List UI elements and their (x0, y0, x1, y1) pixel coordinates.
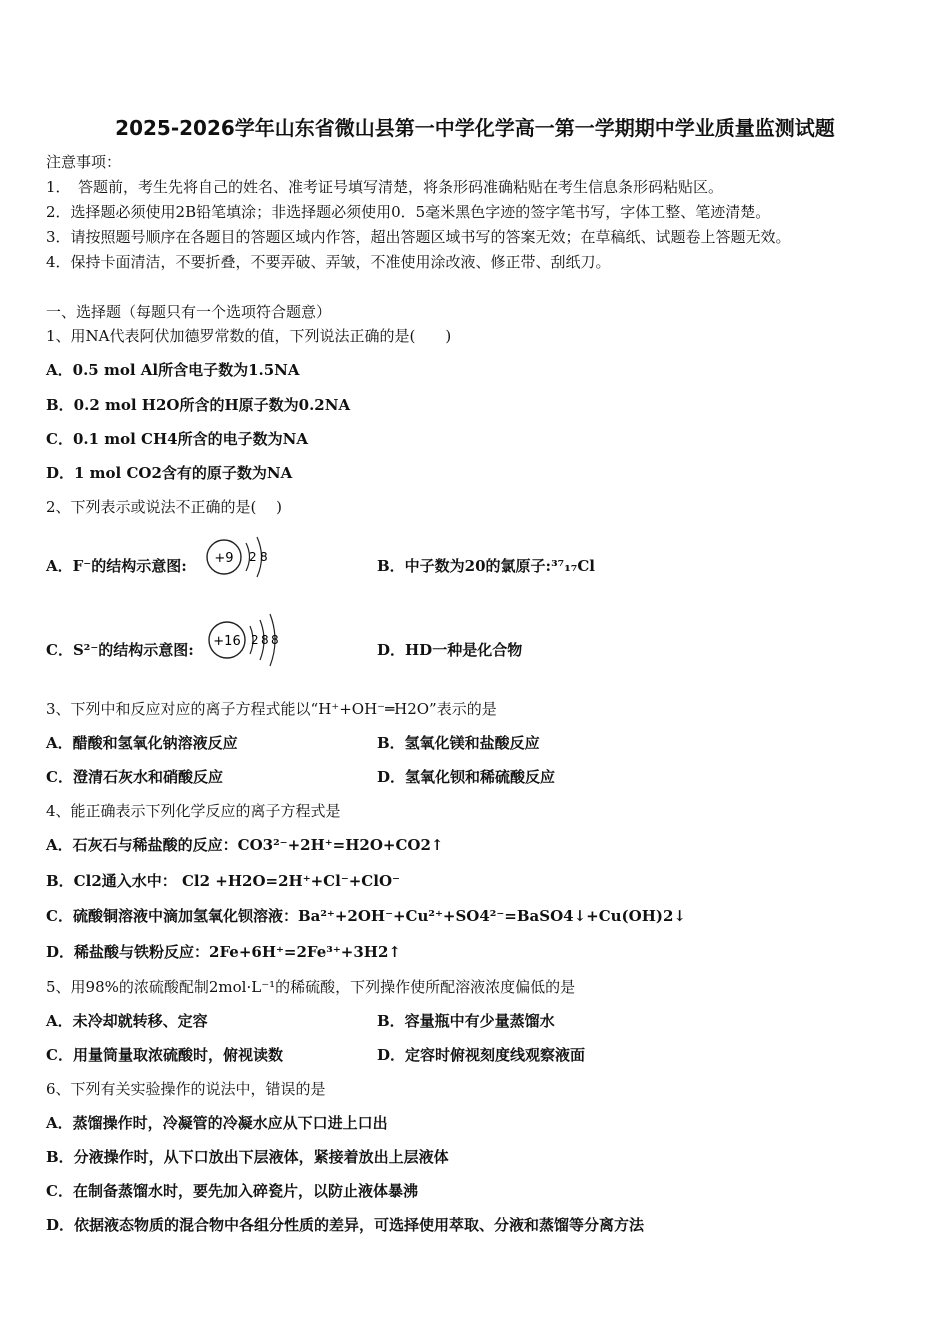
s-shell-2: 8 (261, 633, 269, 647)
q6-option-a: A．蒸馏操作时，冷凝管的冷凝水应从下口进上口出 (46, 1114, 388, 1132)
q4-option-b: B．Cl2通入水中： Cl2 +H2O=2H⁺+Cl⁻+ClO⁻ (46, 872, 400, 890)
notice-item-4: 4．保持卡面清洁，不要折叠，不要弄破、弄皱，不准使用涂改液、修正带、刮纸刀。 (46, 253, 611, 271)
page-title: 2025-2026学年山东省微山县第一中学化学高一第一学期期中学业质量监测试题 (115, 116, 835, 140)
q1-option-d: D．1 mol CO2含有的原子数为NA (46, 464, 293, 482)
q2-option-b: B．中子数为20的氯原子:³⁷₁₇Cl (377, 557, 596, 575)
q5-stem: 5、用98%的浓硫酸配制2mol·L⁻¹的稀硫酸，下列操作使所配溶液浓度偏低的是 (46, 978, 576, 996)
notice-item-1: 1． 答题前，考生先将自己的姓名、准考证号填写清楚，将条形码准确粘贴在考生信息条形码粘贴区。 (46, 178, 724, 196)
s-shell-1: 2 (251, 633, 259, 647)
q5-option-d: D．定容时俯视刻度线观察液面 (377, 1046, 586, 1064)
q1-option-b: B．0.2 mol H2O所含的H原子数为0.2NA (46, 396, 351, 414)
notice-item-3: 3．请按照题号顺序在各题目的答题区域内作答，超出答题区域书写的答案无效；在草稿纸、试题卷上答题无效。 (46, 228, 791, 246)
q2-option-a: A．F⁻的结构示意图: (46, 557, 187, 575)
f-nucleus-label: +9 (214, 551, 234, 566)
q6-stem: 6、下列有关实验操作的说法中，错误的是 (46, 1080, 326, 1098)
q2-stem: 2、下列表示或说法不正确的是( ) (46, 498, 283, 516)
s-shell-3: 8 (271, 633, 279, 647)
fluoride-ion-diagram (203, 533, 275, 583)
q2-option-d: D．HD一种是化合物 (377, 641, 523, 659)
q4-stem: 4、能正确表示下列化学反应的离子方程式是 (46, 802, 341, 820)
q3-stem: 3、下列中和反应对应的离子方程式能以“H⁺+OH⁻═H2O”表示的是 (46, 700, 497, 718)
section-heading: 一、选择题（每题只有一个选项符合题意） (46, 303, 332, 321)
q3-option-a: A．醋酸和氢氧化钠溶液反应 (46, 734, 238, 752)
q4-option-d: D．稀盐酸与铁粉反应：2Fe+6H⁺=2Fe³⁺+3H2↑ (46, 943, 401, 961)
notice-item-2: 2．选择题必须使用2B铅笔填涂；非选择题必须使用0．5毫米黑色字迹的签字笔书写，字体工整、笔迹清楚。 (46, 203, 771, 221)
q6-option-c: C．在制备蒸馏水时，要先加入碎瓷片，以防止液体暴沸 (46, 1182, 418, 1200)
q3-option-c: C．澄清石灰水和硝酸反应 (46, 768, 223, 786)
q5-option-a: A．未冷却就转移、定容 (46, 1012, 208, 1030)
q1-option-a: A．0.5 mol Al所含电子数为1.5NA (46, 361, 300, 379)
s-nucleus-label: +16 (213, 634, 241, 649)
q2-option-c: C．S²⁻的结构示意图: (46, 641, 194, 659)
sulfide-ion-diagram (205, 612, 285, 668)
notice-heading: 注意事项： (46, 153, 122, 171)
f-shell-1: 2 (249, 550, 257, 564)
q4-option-c: C．硫酸铜溶液中滴加氢氧化钡溶液：Ba²⁺+2OH⁻+Cu²⁺+SO4²⁻=BaSO4↓+Cu(OH)2↓ (46, 907, 686, 925)
q6-option-d: D．依据液态物质的混合物中各组分性质的差异，可选择使用萃取、分液和蒸馏等分离方法 (46, 1216, 645, 1234)
q4-option-a: A．石灰石与稀盐酸的反应：CO3²⁻+2H⁺=H2O+CO2↑ (46, 836, 444, 854)
q6-option-b: B．分液操作时，从下口放出下层液体，紧接着放出上层液体 (46, 1148, 449, 1166)
q3-option-d: D．氢氧化钡和稀硫酸反应 (377, 768, 556, 786)
q5-option-b: B．容量瓶中有少量蒸馏水 (377, 1012, 555, 1030)
q1-stem: 1、用NA代表阿伏加德罗常数的值，下列说法正确的是( ) (46, 327, 452, 345)
q5-option-c: C．用量筒量取浓硫酸时，俯视读数 (46, 1046, 283, 1064)
f-shell-2: 8 (260, 550, 268, 564)
q1-option-c: C．0.1 mol CH4所含的电子数为NA (46, 430, 308, 448)
q3-option-b: B．氢氧化镁和盐酸反应 (377, 734, 540, 752)
